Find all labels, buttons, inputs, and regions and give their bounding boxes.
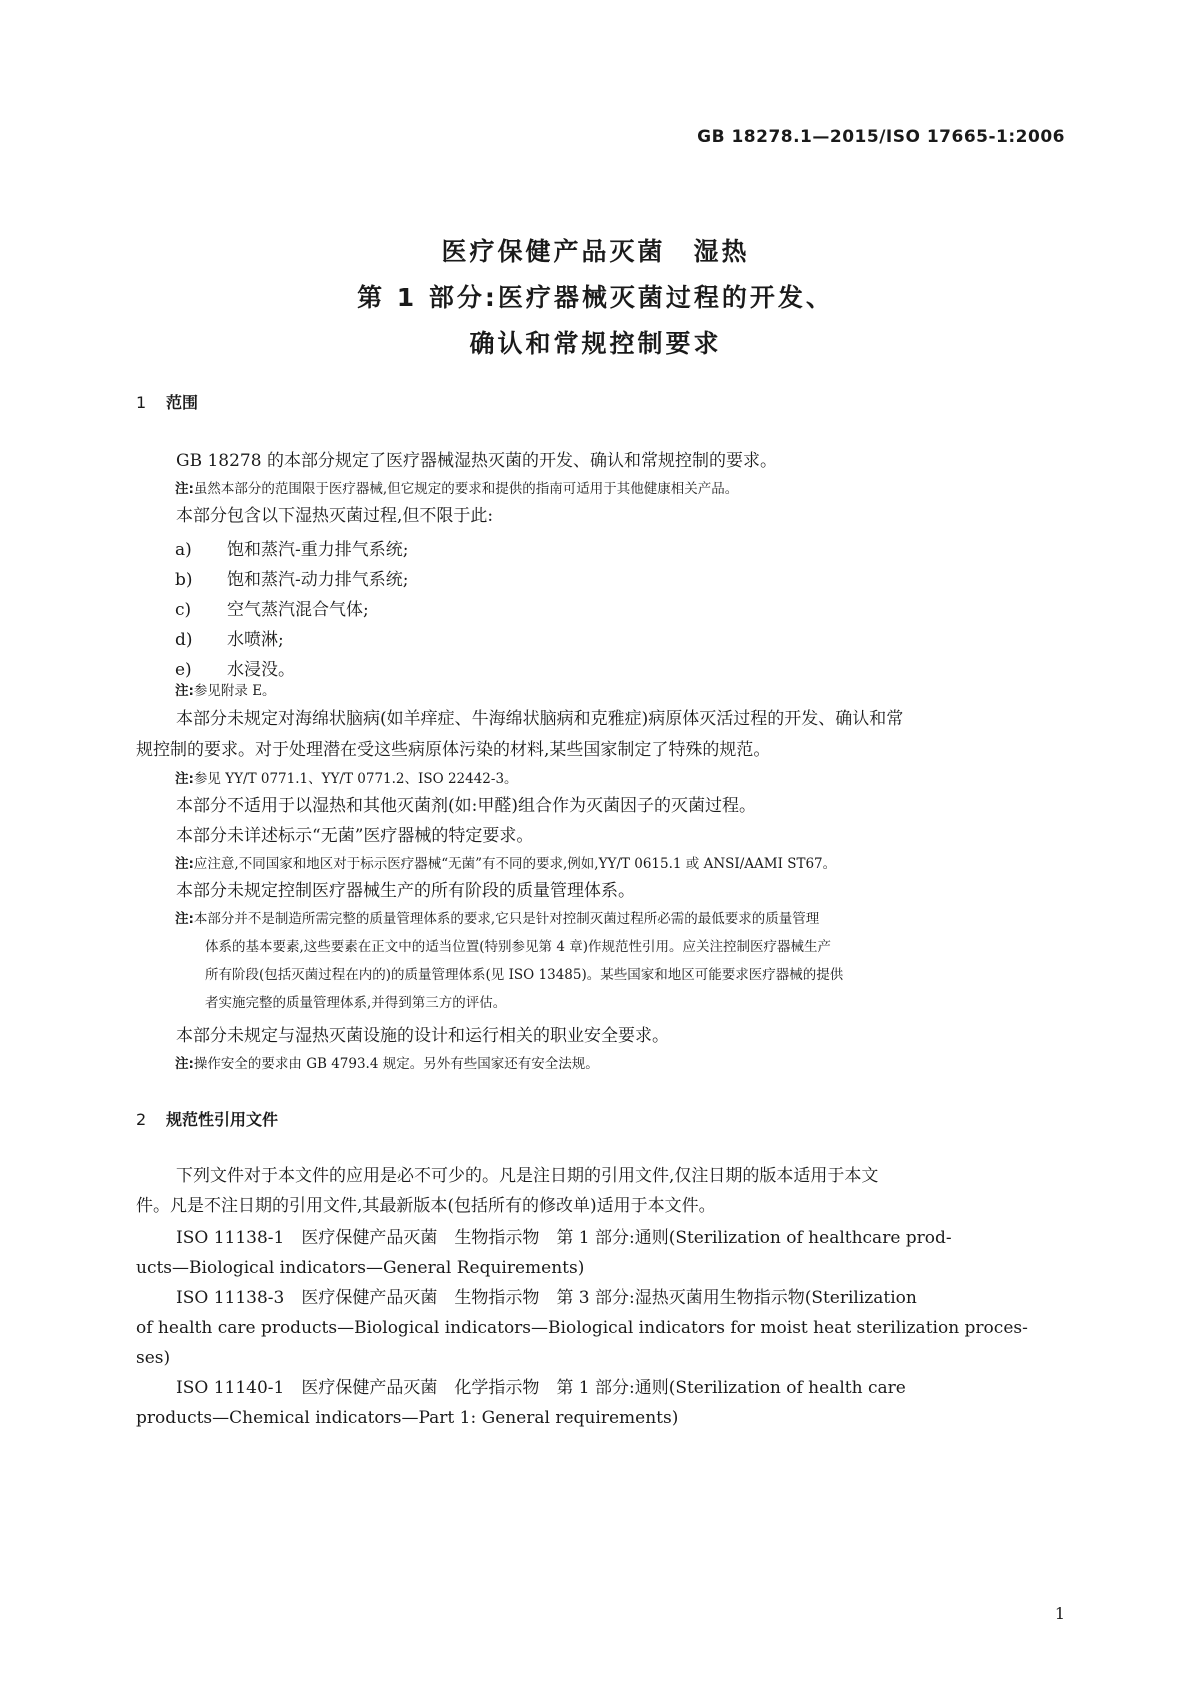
reference-continuation: of health care products—Biological indicators—Biological indicators for moist heat sterilization proces- xyxy=(136,1318,1028,1338)
section-1-heading xyxy=(136,390,198,413)
note: 注:本部分并不是制造所需完整的质量管理体系的要求,它只是针对控制灭菌过程所必需的最低要求的质量管理 体系的基本要素,这些要素在正文中的适当位置(特别参见第 4 章)作规范性引用。应关注控制医疗器械生产 所有阶段(包括灭菌过程在内的)的质量管理体系(见 ISO 13485)。某些国家和地区可能要求医疗器械的提供 者实施完整的质量管理体系,并得到第三方的评估。 xyxy=(175,911,844,1011)
section-number: 2 xyxy=(136,1110,147,1129)
page-number: 1 xyxy=(1054,1604,1065,1623)
list-item: e) 水浸没。 xyxy=(175,660,295,680)
note: 注:虽然本部分的范围限于医疗器械,但它规定的要求和提供的指南可适用于其他健康相关产品。 xyxy=(175,481,739,497)
paragraph: GB 18278 的本部分规定了医疗器械湿热灭菌的开发、确认和常规控制的要求。 xyxy=(176,451,777,471)
list-item: c) 空气蒸汽混合气体; xyxy=(175,600,369,620)
paragraph: 本部分包含以下湿热灭菌过程,但不限于此: xyxy=(176,506,494,526)
paragraph-continuation: 规控制的要求。对于处理潜在受这些病原体污染的材料,某些国家制定了特殊的规范。 xyxy=(136,740,771,760)
list-item: d) 水喷淋; xyxy=(175,630,284,650)
section-number: 1 xyxy=(136,393,147,412)
title-line-1: 医疗保健产品灭菌 湿热 xyxy=(441,237,750,266)
paragraph: 下列文件对于本文件的应用是必不可少的。凡是注日期的引用文件,仅注日期的版本适用于本文 xyxy=(176,1166,879,1186)
paragraph: 本部分不适用于以湿热和其他灭菌剂(如:甲醛)组合作为灭菌因子的灭菌过程。 xyxy=(176,796,756,816)
reference-entry: ISO 11138-1 医疗保健产品灭菌 生物指示物 第 1 部分:通则(Sterilization of healthcare prod- xyxy=(176,1228,952,1248)
section-title: 规范性引用文件 xyxy=(166,1110,279,1129)
note: 注:参见附录 E。 xyxy=(175,683,276,699)
reference-continuation: products—Chemical indicators—Part 1: General requirements) xyxy=(136,1408,679,1428)
paragraph: 本部分未规定控制医疗器械生产的所有阶段的质量管理体系。 xyxy=(176,881,635,901)
list-item: a) 饱和蒸汽-重力排气系统; xyxy=(175,540,409,560)
reference-continuation: ucts—Biological indicators—General Requirements) xyxy=(136,1258,585,1278)
reference-entry: ISO 11140-1 医疗保健产品灭菌 化学指示物 第 1 部分:通则(Sterilization of health care xyxy=(176,1378,906,1398)
paragraph: 本部分未规定与湿热灭菌设施的设计和运行相关的职业安全要求。 xyxy=(176,1026,669,1046)
section-title: 范围 xyxy=(166,393,199,412)
paragraph: 本部分未规定对海绵状脑病(如羊痒症、牛海绵状脑病和克雅症)病原体灭活过程的开发、确认和常 xyxy=(176,709,904,729)
paragraph-continuation: 件。凡是不注日期的引用文件,其最新版本(包括所有的修改单)适用于本文件。 xyxy=(136,1196,716,1216)
note: 注:操作安全的要求由 GB 4793.4 规定。另外有些国家还有安全法规。 xyxy=(175,1056,599,1072)
note: 注:应注意,不同国家和地区对于标示医疗器械“无菌”有不同的要求,例如,YY/T 0615.1 或 ANSI/AAMI ST67。 xyxy=(175,856,837,872)
paragraph: 本部分未详述标示“无菌”医疗器械的特定要求。 xyxy=(176,826,534,846)
reference-continuation: ses) xyxy=(136,1348,171,1368)
reference-entry: ISO 11138-3 医疗保健产品灭菌 生物指示物 第 3 部分:湿热灭菌用生物指示物(Sterilization xyxy=(176,1288,917,1308)
document-code: GB 18278.1—2015/ISO 17665-1:2006 xyxy=(697,127,1065,147)
title-line-3: 确认和常规控制要求 xyxy=(469,329,722,358)
note: 注:参见 YY/T 0771.1、YY/T 0771.2、ISO 22442-3。 xyxy=(175,771,518,787)
title-line-2: 第 1 部分:医疗器械灭菌过程的开发、 xyxy=(357,283,834,312)
list-item: b) 饱和蒸汽-动力排气系统; xyxy=(175,570,409,590)
section-2-heading xyxy=(136,1107,278,1130)
